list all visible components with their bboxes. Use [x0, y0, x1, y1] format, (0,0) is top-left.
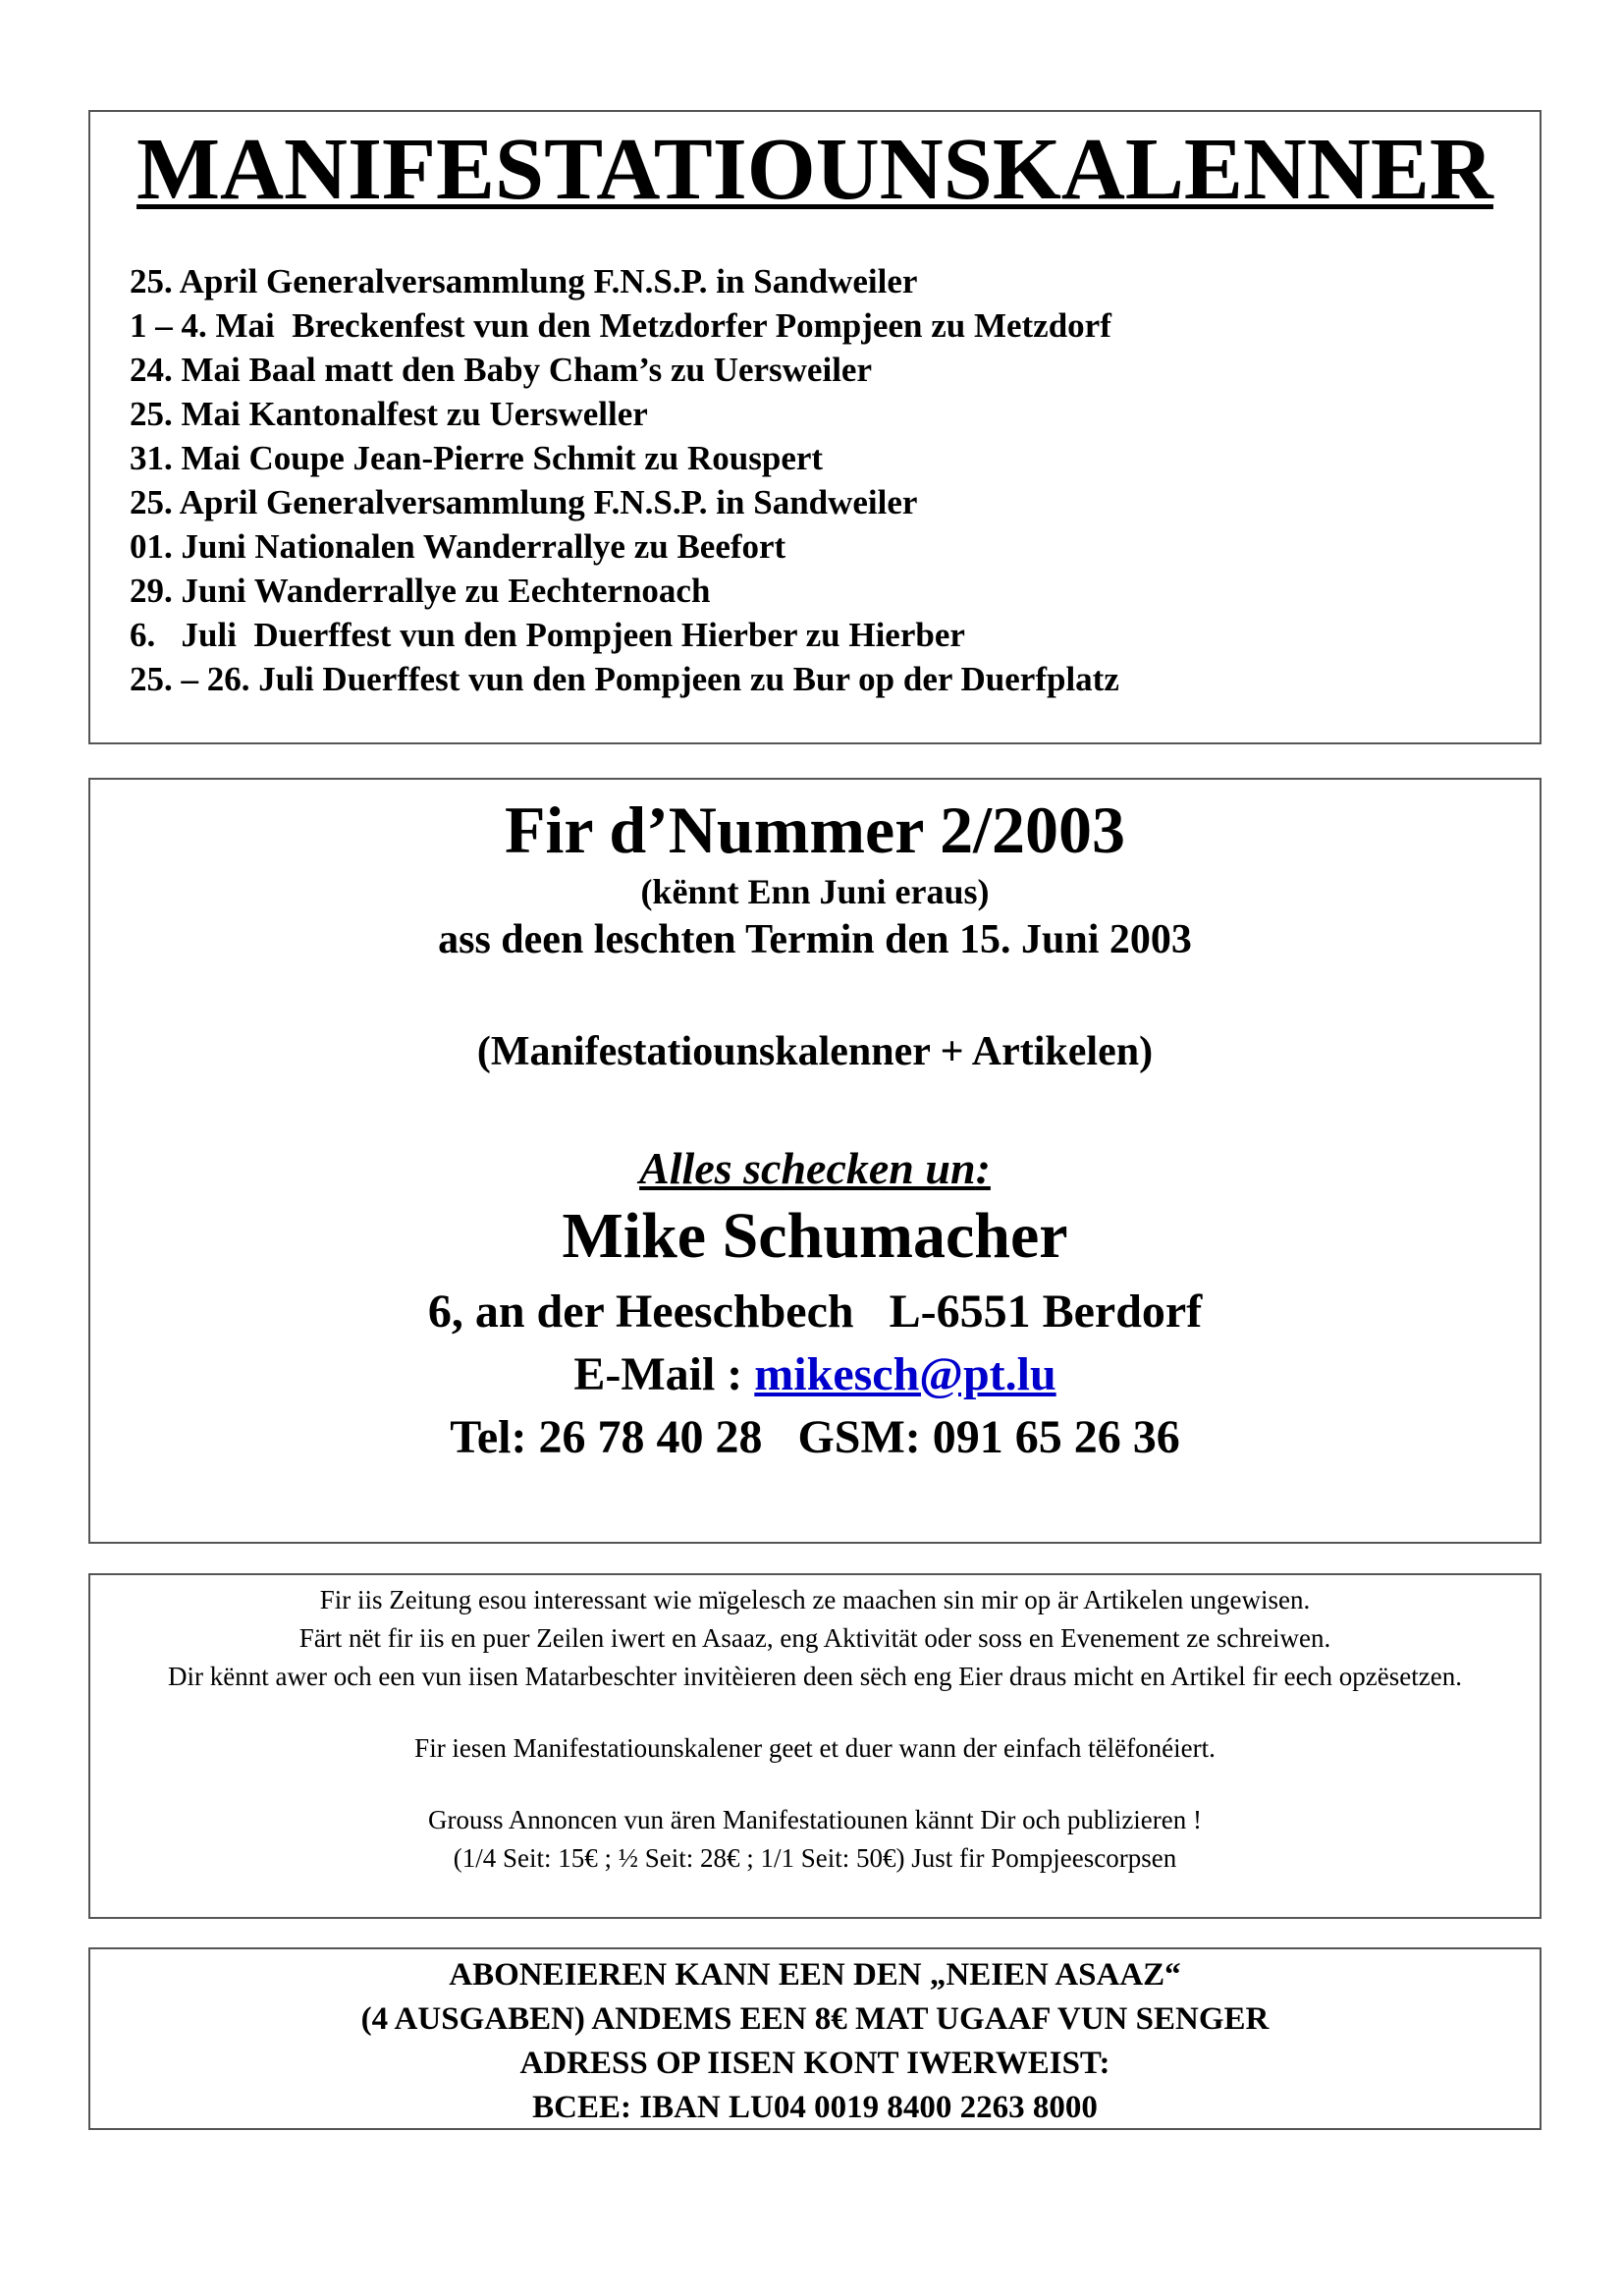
event-item: 01. Juni Nationalen Wanderrallye zu Beefort — [130, 527, 786, 566]
contact-name: Mike Schumacher — [562, 1200, 1068, 1272]
subscription-line: ADRESS OP IISEN KONT IWERWEIST: — [519, 2046, 1110, 2081]
content-note: (Manifestatiounskalenner + Artikelen) — [476, 1029, 1154, 1074]
email-link[interactable]: mikesch@pt.lu — [754, 1348, 1056, 1400]
deadline-text: ass deen leschten Termin den 15. Juni 2003 — [438, 917, 1192, 962]
subscription-section — [88, 1947, 1542, 2130]
issue-subtitle: (kënnt Enn Juni eraus) — [640, 872, 990, 911]
event-item: 25. – 26. Juli Duerffest vun den Pompjeen zu Bur op der Duerfplatz — [130, 660, 1119, 698]
email-label: E-Mail : — [573, 1348, 755, 1400]
subscription-line: (4 AUSGABEN) ANDEMS EEN 8€ MAT UGAAF VUN SENGER — [360, 2001, 1270, 2037]
event-item: 6. Juli Duerffest vun den Pompjeen Hierber zu Hierber — [130, 616, 965, 654]
event-item: 29. Juni Wanderrallye zu Eechternoach — [130, 572, 711, 610]
contact-phone: Tel: 26 78 40 28 GSM: 091 65 26 36 — [450, 1411, 1180, 1463]
event-list — [130, 259, 1119, 701]
subscription-line: ABONEIEREN KANN EEN DEN „NEIEN ASAAZ“ — [449, 1957, 1181, 1993]
info-line: Fir iesen Manifestatiounskalener geet et duer wann der einfach tëlëfonéiert. — [414, 1733, 1216, 1763]
event-item: 25. April Generalversammlung F.N.S.P. in Sandweiler — [130, 262, 918, 301]
info-line: Dir kënnt awer och een vun iisen Matarbeschter invitèieren deen sëch eng Eier draus micht en Artikel fir eech opzësetzen. — [168, 1662, 1462, 1691]
event-item: 25. April Generalversammlung F.N.S.P. in Sandweiler — [130, 483, 918, 521]
calendar-section — [88, 110, 1542, 744]
info-section — [88, 1573, 1542, 1919]
contact-email-line — [90, 1347, 1540, 1402]
price-line: (1/4 Seit: 15€ ; ½ Seit: 28€ ; 1/1 Seit: 50€) Just fir Pompjeescorpsen — [453, 1843, 1177, 1873]
event-item: 25. Mai Kantonalfest zu Uersweller — [130, 395, 648, 433]
send-to-label: Alles schecken un: — [639, 1143, 991, 1193]
info-line: Grouss Annoncen vun ären Manifestatiounen kännt Dir och publizieren ! — [427, 1805, 1203, 1834]
info-line: Färt nët fir iis en puer Zeilen iwert en Asaaz, eng Aktivität oder soss en Evenement ze schreiwen. — [298, 1623, 1331, 1653]
event-item: 1 – 4. Mai Breckenfest vun den Metzdorfer Pompjeen zu Metzdorf — [130, 306, 1111, 345]
subscription-text — [90, 1953, 1540, 2130]
calendar-title: MANIFESTATIOUNSKALENNER — [136, 121, 1493, 218]
event-item: 31. Mai Coupe Jean-Pierre Schmit zu Rouspert — [130, 439, 824, 477]
iban-line: BCEE: IBAN LU04 0019 8400 2263 8000 — [532, 2090, 1098, 2125]
issue-title: Fir d’Nummer 2/2003 — [504, 793, 1126, 867]
info-text — [110, 1581, 1520, 1878]
info-line: Fir iis Zeitung esou interessant wie mïgelesch ze maachen sin mir op är Artikelen ungewisen. — [319, 1585, 1311, 1614]
spacer — [110, 1696, 1520, 1729]
contact-address: 6, an der Heeschbech L-6551 Berdorf — [427, 1285, 1203, 1338]
spacer — [110, 1768, 1520, 1801]
event-item: 24. Mai Baal matt den Baby Cham’s zu Uersweiler — [130, 351, 872, 389]
deadline-section — [88, 778, 1542, 1544]
